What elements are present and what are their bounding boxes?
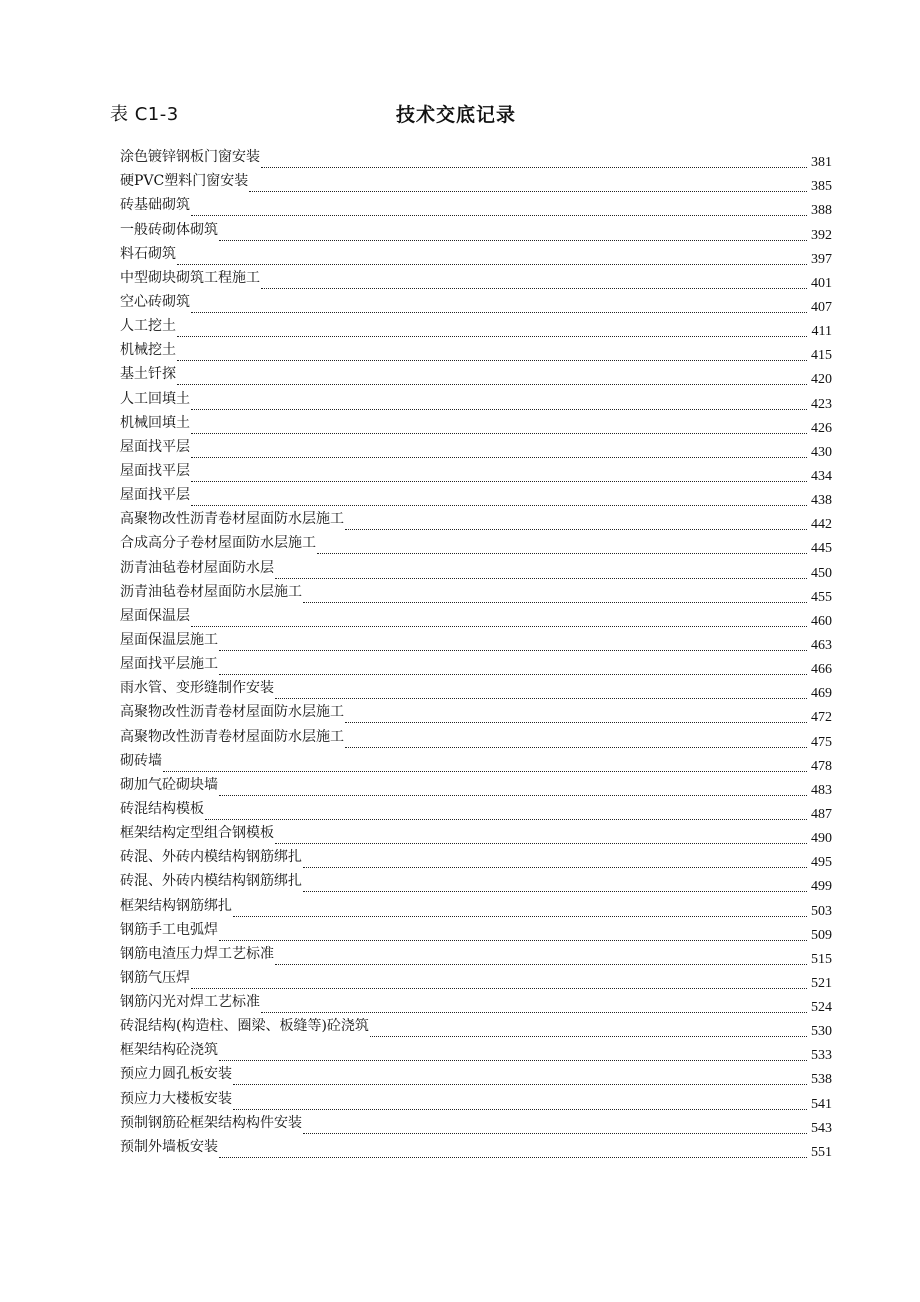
toc-entry <box>120 870 832 894</box>
toc-entry-title: 钢筋闪光对焊工艺标准 <box>120 994 260 1011</box>
dot-leader <box>275 843 807 844</box>
toc-entry-page-number: 466 <box>811 662 832 678</box>
toc-entry-title: 砖混、外砖内模结构钢筋绑扎 <box>120 873 302 890</box>
toc-entry <box>120 484 832 508</box>
dot-leader <box>219 674 807 675</box>
dot-leader <box>177 360 807 361</box>
toc-entry-title: 沥青油毡卷材屋面防水层施工 <box>120 583 302 600</box>
dot-leader <box>177 384 807 385</box>
dot-leader <box>317 553 807 554</box>
dot-leader <box>261 1012 807 1013</box>
dot-leader <box>219 1157 807 1158</box>
toc-entry <box>120 967 832 991</box>
toc-entry <box>120 267 832 291</box>
toc-entry-page-number: 538 <box>811 1072 832 1088</box>
dot-leader <box>303 602 807 603</box>
dot-leader <box>205 819 807 820</box>
dot-leader <box>261 288 807 289</box>
toc-entry-page-number: 487 <box>811 806 832 822</box>
toc-entry-page-number: 434 <box>811 468 832 484</box>
toc-entry <box>120 1063 832 1087</box>
toc-entry <box>120 291 832 315</box>
toc-entry <box>120 508 832 532</box>
toc-entry-page-number: 420 <box>811 372 832 388</box>
dot-leader <box>370 1036 807 1037</box>
toc-entry-title: 砖混、外砖内模结构钢筋绑扎 <box>120 849 302 866</box>
dot-leader <box>275 698 807 699</box>
toc-entry-page-number: 472 <box>811 710 832 726</box>
toc-entry-page-number: 401 <box>811 275 832 291</box>
toc-entry-title: 砌砖墙 <box>120 752 162 769</box>
toc-entry-page-number: 551 <box>811 1144 832 1160</box>
toc-entry <box>120 750 832 774</box>
dot-leader <box>191 988 807 989</box>
toc-entry-title: 高聚物改性沥青卷材屋面防水层施工 <box>120 704 344 721</box>
toc-entry-title: 屋面保温层施工 <box>120 631 218 648</box>
toc-entry-page-number: 460 <box>811 613 832 629</box>
toc-entry-title: 基土钎探 <box>120 366 176 383</box>
toc-entry-title: 屋面保温层 <box>120 607 190 624</box>
toc-entry-title: 一般砖砌体砌筑 <box>120 221 218 238</box>
page-header <box>110 100 830 130</box>
toc-entry-page-number: 438 <box>811 493 832 509</box>
toc-entry <box>120 894 832 918</box>
dot-leader <box>219 1060 807 1061</box>
toc-entry <box>120 798 832 822</box>
dot-leader <box>191 215 807 216</box>
dot-leader <box>233 1109 807 1110</box>
toc-entry-title: 屋面找平层 <box>120 462 190 479</box>
dot-leader <box>191 409 807 410</box>
toc-entry-page-number: 430 <box>811 444 832 460</box>
toc-entry-page-number: 495 <box>811 855 832 871</box>
toc-entry-page-number: 381 <box>811 155 832 171</box>
dot-leader <box>163 771 807 772</box>
toc-entry <box>120 532 832 556</box>
toc-entry-page-number: 503 <box>811 903 832 919</box>
dot-leader <box>191 626 807 627</box>
toc-entry <box>120 387 832 411</box>
toc-entry <box>120 460 832 484</box>
toc-entry <box>120 701 832 725</box>
toc-entry-page-number: 411 <box>811 324 832 340</box>
toc-entry-title: 机械挖土 <box>120 342 176 359</box>
toc-entry-title: 预应力圆孔板安装 <box>120 1066 232 1083</box>
toc-entry-title: 框架结构定型组合钢模板 <box>120 825 274 842</box>
toc-entry <box>120 822 832 846</box>
toc-entry-title: 屋面找平层施工 <box>120 656 218 673</box>
dot-leader <box>233 1084 807 1085</box>
toc-entry-title: 砌加气砼砌块墙 <box>120 776 218 793</box>
dot-leader <box>275 964 807 965</box>
toc-entry-title: 预应力大楼板安装 <box>120 1090 232 1107</box>
toc-entry-title: 砖混结构模板 <box>120 800 204 817</box>
dot-leader <box>177 336 807 337</box>
dot-leader <box>191 433 807 434</box>
toc-entry-title: 屋面找平层 <box>120 438 190 455</box>
toc-entry-page-number: 407 <box>811 299 832 315</box>
dot-leader <box>219 240 807 241</box>
toc-entry-title: 人工挖土 <box>120 318 176 335</box>
toc-entry <box>120 677 832 701</box>
toc-entry <box>120 1039 832 1063</box>
toc-entry-title: 钢筋气压焊 <box>120 969 190 986</box>
toc-entry <box>120 363 832 387</box>
toc-entry-page-number: 469 <box>811 686 832 702</box>
toc-entry-page-number: 445 <box>811 541 832 557</box>
page-title: 技术交底记录 <box>396 104 517 126</box>
toc-entry-page-number: 524 <box>811 1000 832 1016</box>
toc-entry-title: 硬PVC塑料门窗安装 <box>120 173 249 190</box>
toc-entry <box>120 581 832 605</box>
toc-entry-page-number: 515 <box>811 951 832 967</box>
dot-leader <box>219 650 807 651</box>
dot-leader <box>303 1133 807 1134</box>
toc-entry-page-number: 541 <box>811 1096 832 1112</box>
toc-entry <box>120 218 832 242</box>
toc-entry <box>120 1136 832 1160</box>
toc-entry <box>120 1015 832 1039</box>
toc-entry-page-number: 478 <box>811 758 832 774</box>
dot-leader <box>219 940 807 941</box>
toc-entry <box>120 1087 832 1111</box>
toc-entry <box>120 243 832 267</box>
toc-entry-title: 空心砖砌筑 <box>120 293 190 310</box>
toc-entry <box>120 146 832 170</box>
toc-entry-page-number: 415 <box>811 348 832 364</box>
toc-entry-page-number: 426 <box>811 420 832 436</box>
toc-entry-page-number: 392 <box>811 227 832 243</box>
toc-entry <box>120 991 832 1015</box>
toc-entry-page-number: 385 <box>811 179 832 195</box>
toc-entry <box>120 1112 832 1136</box>
toc-entry <box>120 629 832 653</box>
toc-entry-title: 砖混结构(构造柱、圈梁、板缝等)砼浇筑 <box>120 1018 369 1035</box>
dot-leader <box>345 747 807 748</box>
toc-entry-page-number: 475 <box>811 734 832 750</box>
table-of-contents <box>120 146 832 1160</box>
dot-leader <box>191 505 807 506</box>
toc-entry <box>120 725 832 749</box>
toc-entry-page-number: 423 <box>811 396 832 412</box>
toc-entry-title: 料石砌筑 <box>120 245 176 262</box>
toc-entry <box>120 170 832 194</box>
toc-entry <box>120 194 832 218</box>
dot-leader <box>345 722 807 723</box>
dot-leader <box>191 312 807 313</box>
toc-entry-page-number: 442 <box>811 517 832 533</box>
toc-entry-title: 钢筋手工电弧焊 <box>120 921 218 938</box>
dot-leader <box>191 457 807 458</box>
dot-leader <box>303 891 807 892</box>
toc-entry-page-number: 543 <box>811 1120 832 1136</box>
table-number: 表 C1-3 <box>110 104 179 125</box>
toc-entry <box>120 339 832 363</box>
toc-entry <box>120 412 832 436</box>
toc-entry <box>120 774 832 798</box>
dot-leader <box>177 264 807 265</box>
toc-entry-title: 高聚物改性沥青卷材屋面防水层施工 <box>120 728 344 745</box>
dot-leader <box>233 916 807 917</box>
toc-entry-page-number: 521 <box>811 975 832 991</box>
toc-entry <box>120 653 832 677</box>
dot-leader <box>219 795 807 796</box>
dot-leader <box>303 867 807 868</box>
toc-entry <box>120 315 832 339</box>
toc-entry-title: 机械回填土 <box>120 414 190 431</box>
toc-entry-title: 高聚物改性沥青卷材屋面防水层施工 <box>120 511 344 528</box>
toc-entry-page-number: 463 <box>811 637 832 653</box>
toc-entry-title: 合成高分子卷材屋面防水层施工 <box>120 535 316 552</box>
dot-leader <box>275 578 807 579</box>
toc-entry-title: 框架结构砼浇筑 <box>120 1042 218 1059</box>
dot-leader <box>249 191 807 192</box>
toc-entry-page-number: 533 <box>811 1048 832 1064</box>
toc-entry <box>120 943 832 967</box>
toc-entry-page-number: 388 <box>811 203 832 219</box>
toc-entry-title: 涂色镀锌钢板门窗安装 <box>120 149 260 166</box>
toc-entry-page-number: 490 <box>811 831 832 847</box>
toc-entry-page-number: 530 <box>811 1024 832 1040</box>
dot-leader <box>345 529 807 530</box>
toc-entry-title: 雨水管、变形缝制作安装 <box>120 680 274 697</box>
dot-leader <box>261 167 807 168</box>
toc-entry-page-number: 509 <box>811 927 832 943</box>
toc-entry-title: 中型砌块砌筑工程施工 <box>120 269 260 286</box>
toc-entry-title: 砖基础砌筑 <box>120 197 190 214</box>
toc-entry-page-number: 455 <box>811 589 832 605</box>
toc-entry-title: 屋面找平层 <box>120 487 190 504</box>
toc-entry-title: 钢筋电渣压力焊工艺标准 <box>120 945 274 962</box>
toc-entry-page-number: 450 <box>811 565 832 581</box>
toc-entry-page-number: 397 <box>811 251 832 267</box>
toc-entry-page-number: 499 <box>811 879 832 895</box>
toc-entry-title: 人工回填土 <box>120 390 190 407</box>
toc-entry <box>120 846 832 870</box>
toc-entry-title: 沥青油毡卷材屋面防水层 <box>120 559 274 576</box>
toc-entry <box>120 556 832 580</box>
toc-entry-title: 预制外墙板安装 <box>120 1138 218 1155</box>
toc-entry <box>120 605 832 629</box>
toc-entry-title: 框架结构钢筋绑扎 <box>120 897 232 914</box>
dot-leader <box>191 481 807 482</box>
toc-entry <box>120 919 832 943</box>
toc-entry <box>120 436 832 460</box>
toc-entry-page-number: 483 <box>811 782 832 798</box>
toc-entry-title: 预制钢筋砼框架结构构件安装 <box>120 1114 302 1131</box>
